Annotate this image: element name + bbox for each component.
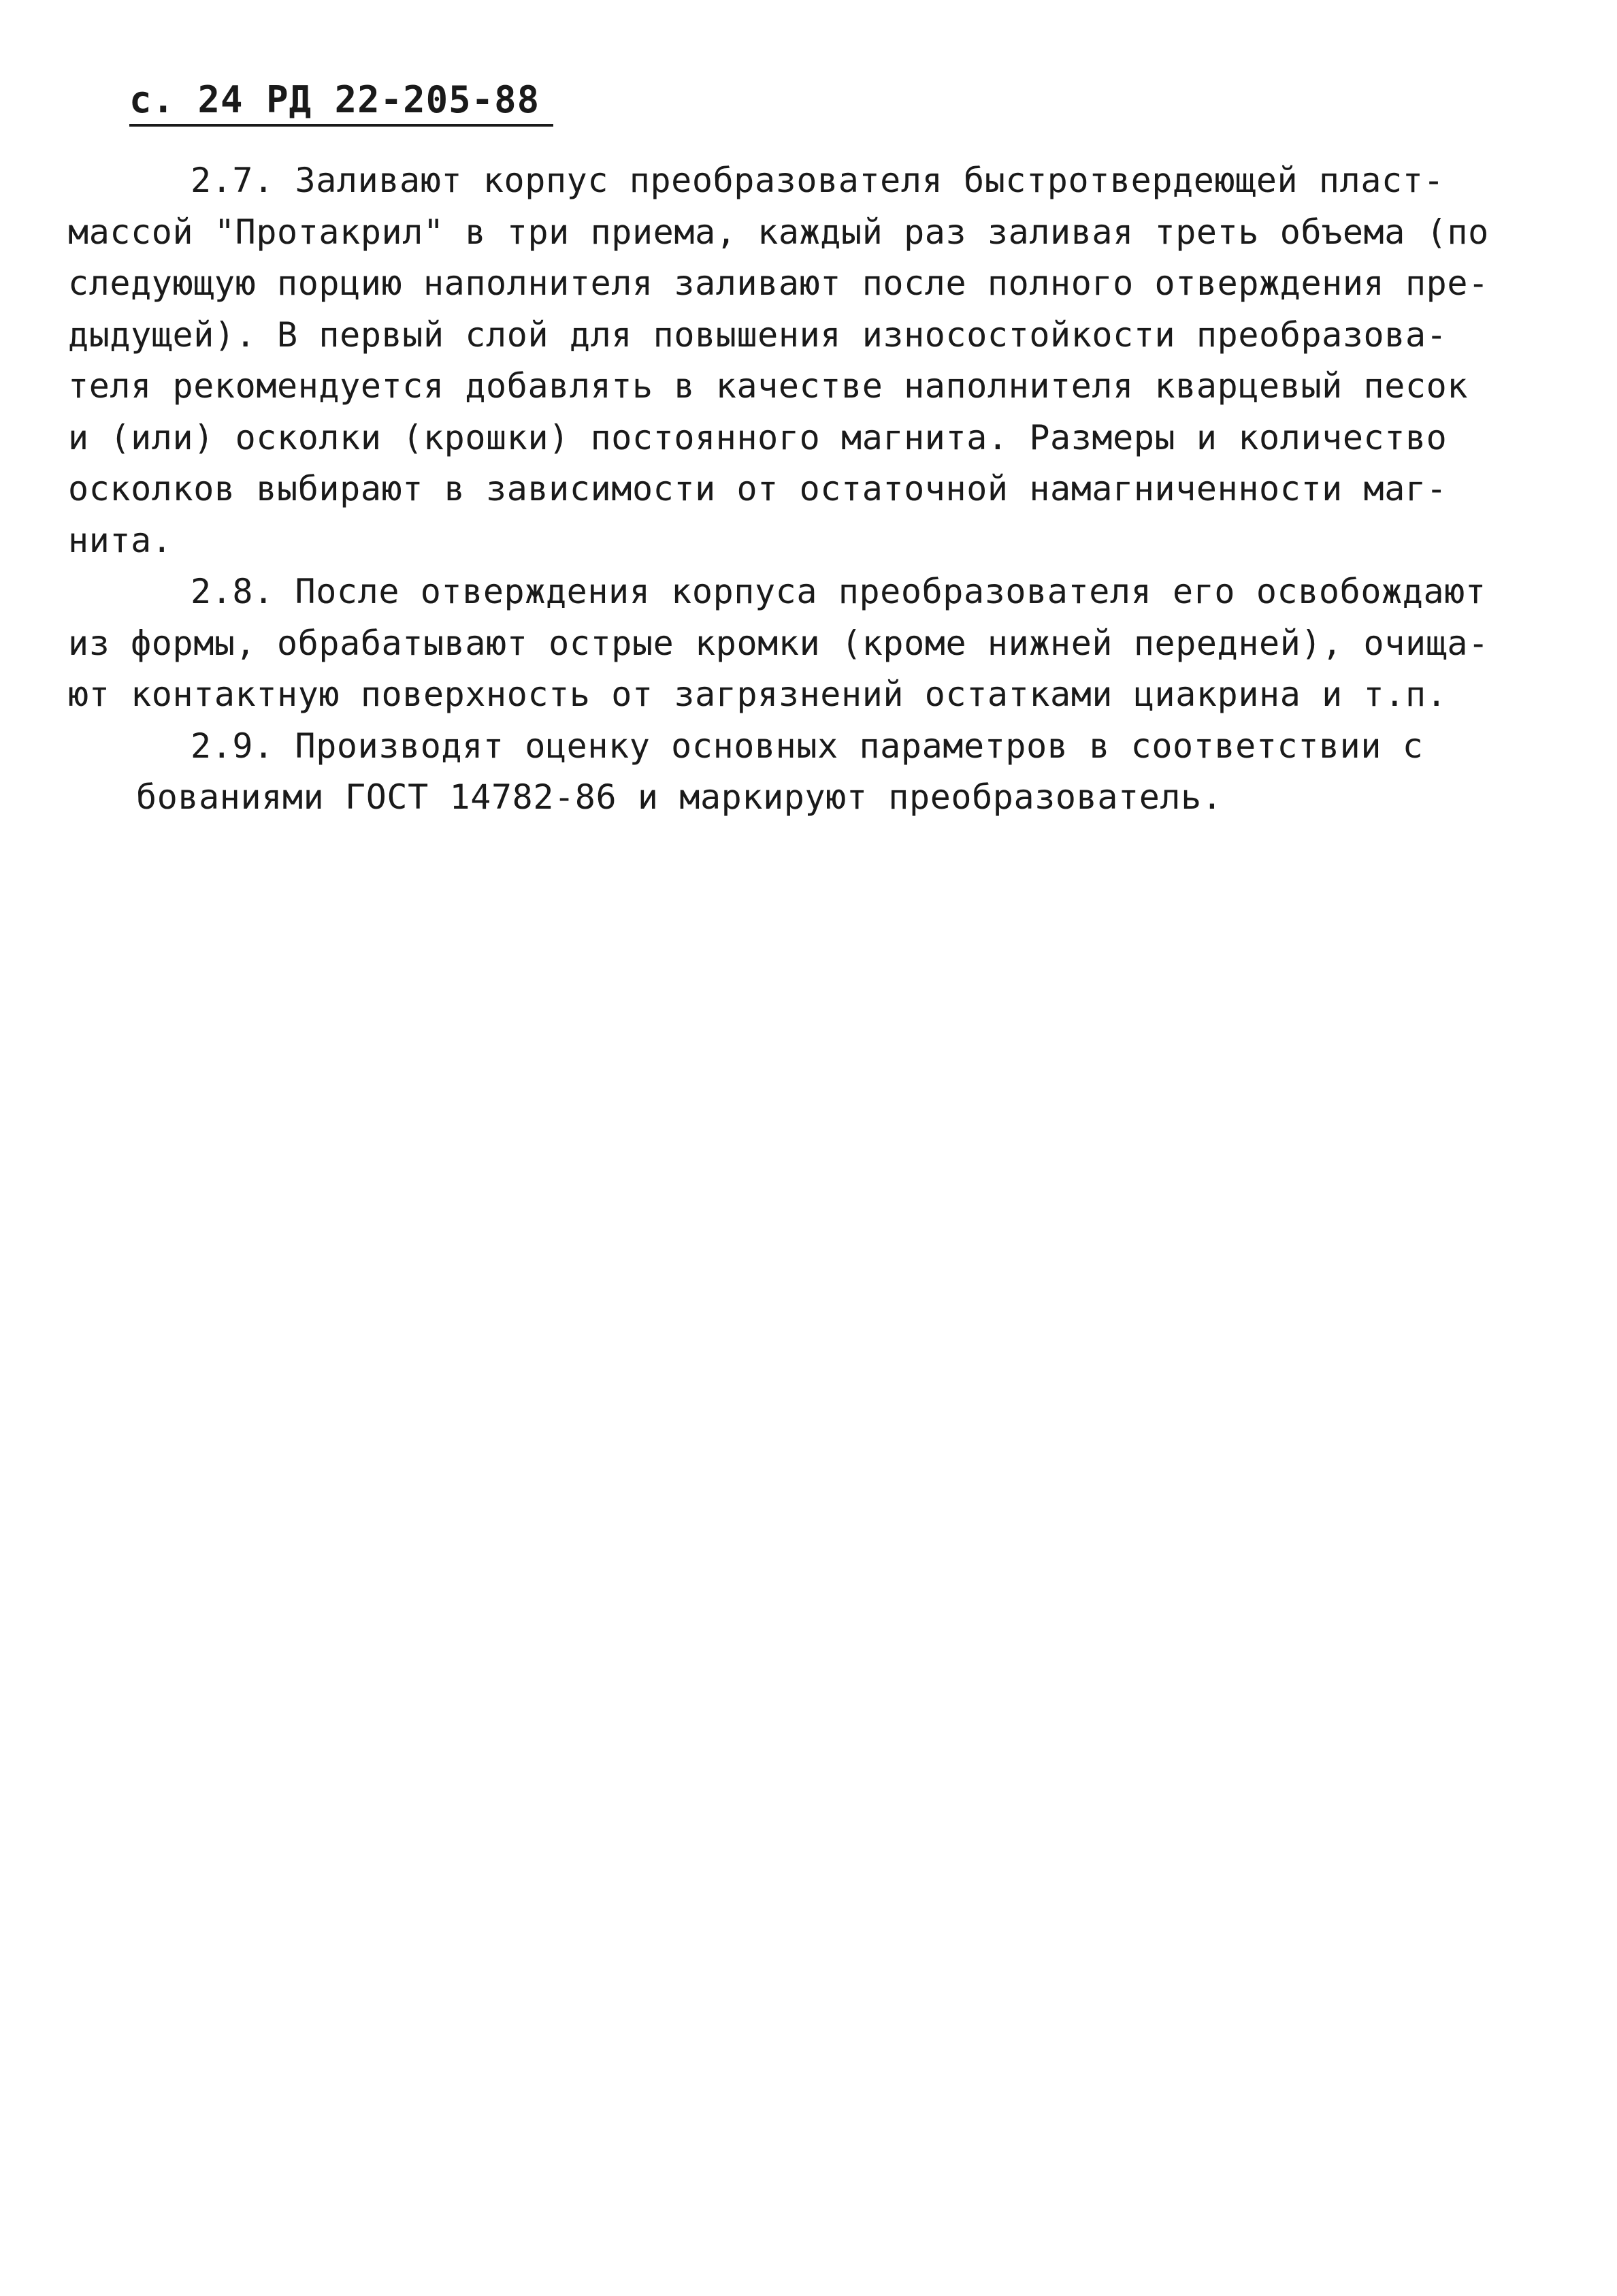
- page-header: с. 24 РД 22-205-88: [129, 76, 553, 127]
- text-line: дыдущей). В первый слой для повышения износостойкости преобразова-: [68, 314, 1448, 355]
- text-line: из формы, обрабатывают острые кромки (кроме нижней передней), очища-: [68, 623, 1489, 663]
- text-line: массой "Протакрил" в три приема, каждый раз заливая треть объема (по: [68, 212, 1489, 252]
- text-line: 2.7. Заливают корпус преобразователя быстротвердеющей пласт-: [191, 161, 1445, 200]
- text-line: теля рекомендуется добавлять в качестве наполнителя кварцевый песок: [68, 366, 1469, 406]
- paragraph-2-9: [68, 721, 1524, 824]
- text-line: следующую порцию наполнителя заливают после полного отверждения пре-: [68, 263, 1489, 303]
- text-line: нита.: [68, 520, 173, 560]
- text-line: 2.8. После отверждения корпуса преобразователя его освобождают: [191, 572, 1486, 611]
- text-line: и (или) осколки (крошки) постоянного магнита. Размеры и количество: [68, 417, 1448, 457]
- paragraph-2-7: [68, 155, 1524, 566]
- document-body: [68, 155, 1524, 824]
- text-line: 2.9. Производят оценку основных параметров в соответствии с: [191, 726, 1424, 766]
- text-line: бованиями ГОСТ 14782-86 и маркируют преобразователь.: [136, 777, 1223, 817]
- text-line: ют контактную поверхность от загрязнений остатками циакрина и т.п.: [68, 675, 1448, 714]
- text-line: осколков выбирают в зависимости от остаточной намагниченности маг-: [68, 469, 1448, 508]
- paragraph-2-8: [68, 566, 1524, 721]
